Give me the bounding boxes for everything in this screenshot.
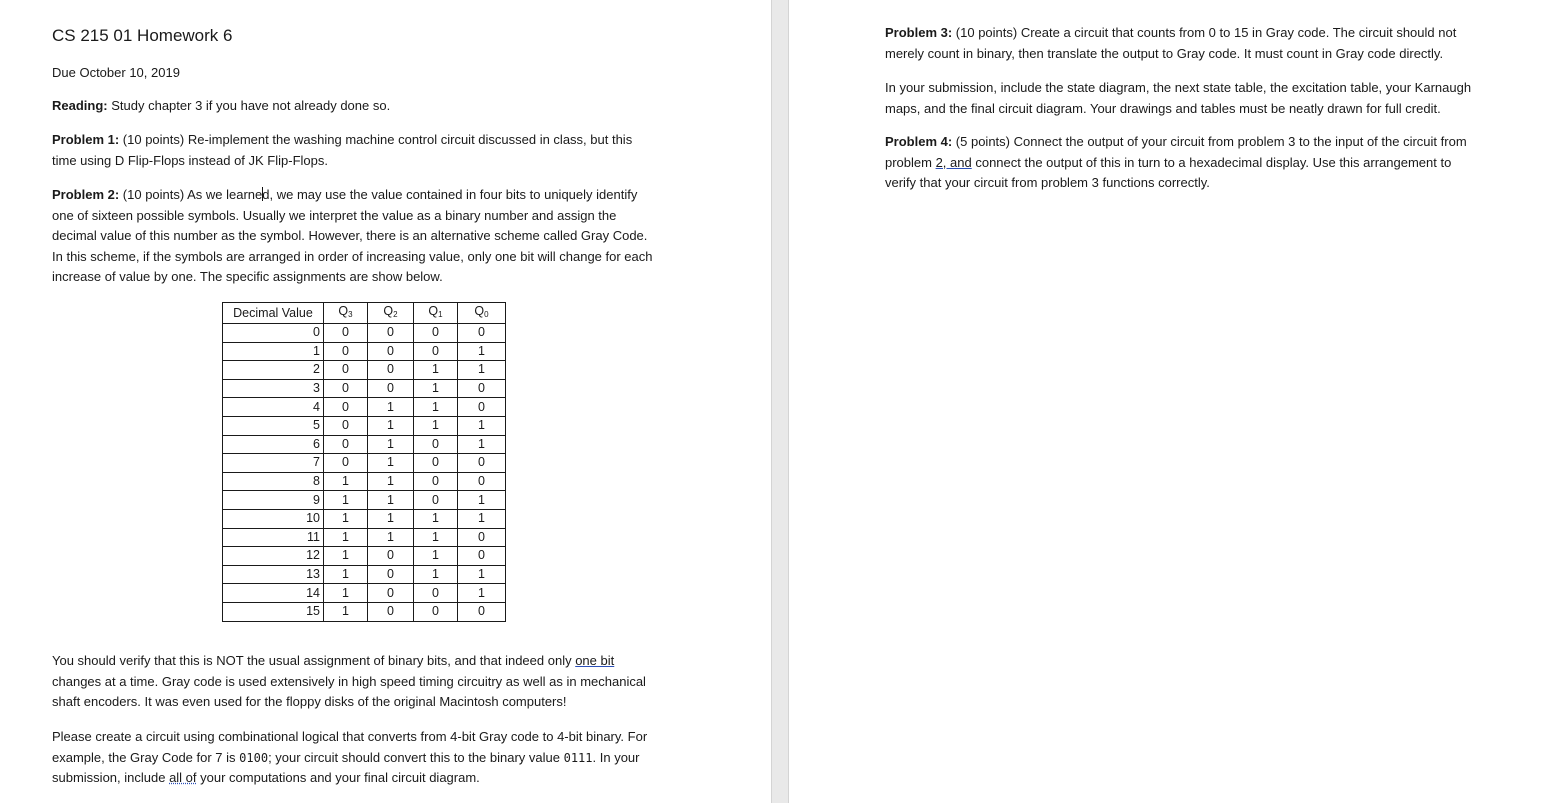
verify-paragraph (52, 651, 646, 713)
bit-cell-q2: 1 (368, 491, 414, 510)
problem1-label: Problem 1: (52, 132, 120, 147)
bit-cell-q1: 1 (414, 398, 458, 417)
problem1-line: (10 points) Re-implement the washing machine control circuit discussed in class, but this (119, 132, 633, 147)
problem2-line: In this scheme, if the symbols are arranged in order of increasing value, only one bit will change for each (52, 248, 653, 264)
bit-cell-q1: 0 (414, 435, 458, 454)
problem4-paragraph (885, 132, 1467, 194)
decimal-cell: 13 (223, 565, 324, 584)
table-row (223, 491, 506, 510)
decimal-cell: 3 (223, 379, 324, 398)
table-row (223, 547, 506, 566)
bit-cell-q1: 0 (414, 491, 458, 510)
bit-cell-q0: 0 (458, 602, 506, 621)
decimal-cell: 9 (223, 491, 324, 510)
all-of-underlined: all of (169, 770, 197, 785)
create-line: ; your circuit should convert this to the binary value (268, 749, 564, 765)
page-gutter (771, 0, 789, 803)
bit-cell-q3: 0 (324, 379, 368, 398)
bit-cell-q2: 0 (368, 547, 414, 566)
create-circuit-paragraph (52, 727, 647, 789)
bit-cell-q0: 0 (458, 528, 506, 547)
bit-cell-q0: 1 (458, 565, 506, 584)
problem2-label: Problem 2: (52, 187, 120, 202)
two-and-underlined: 2, and (935, 154, 972, 170)
bit-cell-q1: 0 (414, 342, 458, 361)
bit-cell-q0: 0 (458, 324, 506, 343)
bit-cell-q3: 0 (324, 416, 368, 435)
bit-cell-q1: 1 (414, 361, 458, 380)
bit-cell-q3: 1 (324, 509, 368, 528)
table-row (223, 416, 506, 435)
bit-cell-q2: 1 (368, 435, 414, 454)
bit-cell-q2: 0 (368, 602, 414, 621)
table-row (223, 584, 506, 603)
problem4-line: problem (885, 154, 936, 170)
bit-cell-q2: 0 (368, 361, 414, 380)
table-row (223, 435, 506, 454)
bit-cell-q3: 1 (324, 565, 368, 584)
bit-cell-q0: 1 (458, 416, 506, 435)
table-row (223, 528, 506, 547)
table-header-row (223, 303, 506, 324)
bit-cell-q2: 1 (368, 454, 414, 473)
table-row (223, 342, 506, 361)
table-body (223, 324, 506, 622)
bit-cell-q3: 1 (324, 584, 368, 603)
bit-cell-q1: 0 (414, 472, 458, 491)
decimal-cell: 11 (223, 528, 324, 547)
header-decimal-value: Decimal Value (223, 303, 324, 324)
table-row (223, 472, 506, 491)
decimal-cell: 4 (223, 398, 324, 417)
bit-cell-q2: 1 (368, 472, 414, 491)
bit-cell-q0: 1 (458, 491, 506, 510)
bit-cell-q1: 0 (414, 454, 458, 473)
problem1-paragraph (52, 130, 632, 171)
bit-cell-q2: 0 (368, 565, 414, 584)
bit-cell-q0: 0 (458, 398, 506, 417)
header-q2: $Q_2$ (368, 303, 414, 324)
decimal-cell: 12 (223, 547, 324, 566)
bit-cell-q2: 0 (368, 379, 414, 398)
submission-line: maps, and the final circuit diagram. Your drawings and tables must be neatly drawn for full credit. (885, 100, 1441, 116)
bit-cell-q3: 0 (324, 324, 368, 343)
bit-cell-q3: 0 (324, 398, 368, 417)
table-row (223, 398, 506, 417)
gray-code-value: 0100 (239, 750, 269, 765)
bit-cell-q2: 0 (368, 342, 414, 361)
due-date: Due October 10, 2019 (52, 65, 180, 80)
problem2-line: one of sixteen possible symbols. Usually we interpret the value as a binary number and assign the (52, 207, 617, 223)
bit-cell-q2: 1 (368, 509, 414, 528)
submission-paragraph (885, 78, 1471, 119)
bit-cell-q3: 1 (324, 547, 368, 566)
reading-label: Reading: (52, 98, 108, 113)
bit-cell-q3: 0 (324, 435, 368, 454)
create-line: your computations and your final circuit diagram. (196, 770, 480, 785)
bit-cell-q1: 1 (414, 565, 458, 584)
bit-cell-q0: 0 (458, 472, 506, 491)
submission-line: In your submission, include the state diagram, the next state table, the excitation table, your Karnaugh (885, 80, 1472, 95)
bit-cell-q0: 0 (458, 454, 506, 473)
bit-cell-q1: 1 (414, 528, 458, 547)
header-q3: $Q_3$ (324, 303, 368, 324)
verify-line: changes at a time. Gray code is used extensively in high speed timing circuitry as well as in mechanical (52, 673, 646, 689)
decimal-cell: 14 (223, 584, 324, 603)
table-row (223, 324, 506, 343)
decimal-cell: 7 (223, 454, 324, 473)
problem2-paragraph (52, 185, 653, 288)
table-row (223, 454, 506, 473)
document-page-right (789, 0, 1563, 803)
document-page-left (0, 0, 771, 803)
create-line: . In your (592, 749, 640, 765)
header-q1: $Q_1$ (414, 303, 458, 324)
bit-cell-q0: 0 (458, 547, 506, 566)
bit-cell-q2: 1 (368, 416, 414, 435)
page-title: CS 215 01 Homework 6 (52, 26, 233, 45)
decimal-cell: 8 (223, 472, 324, 491)
reading-paragraph (52, 96, 390, 117)
gray-code-table (222, 302, 506, 622)
reading-text: Study chapter 3 if you have not already done so. (107, 98, 391, 113)
table-row (223, 565, 506, 584)
create-line: submission, include (52, 770, 170, 785)
bit-cell-q0: 0 (458, 379, 506, 398)
table-row (223, 602, 506, 621)
header-q0: $Q_0$ (458, 303, 506, 324)
problem3-label: Problem 3: (885, 25, 953, 40)
problem4-line: verify that your circuit from problem 3 functions correctly. (885, 175, 1210, 190)
bit-cell-q3: 1 (324, 602, 368, 621)
bit-cell-q3: 0 (324, 342, 368, 361)
problem3-line: merely count in binary, then translate the output to Gray code. It must count in Gray code directly. (885, 45, 1444, 61)
one-bit-underlined: one bit (575, 653, 615, 668)
bit-cell-q1: 0 (414, 584, 458, 603)
problem1-line: time using D Flip-Flops instead of JK Flip-Flops. (52, 152, 328, 168)
bit-cell-q1: 1 (414, 509, 458, 528)
problem3-paragraph (885, 23, 1456, 64)
decimal-cell: 15 (223, 602, 324, 621)
bit-cell-q1: 1 (414, 416, 458, 435)
bit-cell-q2: 0 (368, 584, 414, 603)
problem4-line: (5 points) Connect the output of your circuit from problem 3 to the input of the circuit from (952, 134, 1467, 149)
bit-cell-q2: 0 (368, 324, 414, 343)
bit-cell-q0: 1 (458, 361, 506, 380)
decimal-cell: 6 (223, 435, 324, 454)
bit-cell-q1: 0 (414, 602, 458, 621)
bit-cell-q1: 1 (414, 379, 458, 398)
decimal-cell: 1 (223, 342, 324, 361)
problem2-line: (10 points) As we learne (119, 187, 263, 202)
table-row (223, 509, 506, 528)
verify-line: You should verify that this is NOT the usual assignment of binary bits, and that indeed only (52, 653, 576, 668)
bit-cell-q0: 1 (458, 342, 506, 361)
bit-cell-q3: 0 (324, 361, 368, 380)
problem4-line: connect the output of this in turn to a hexadecimal display. Use this arrangement to (971, 154, 1452, 170)
verify-line: shaft encoders. It was even used for the floppy disks of the original Macintosh computers! (52, 694, 567, 709)
bit-cell-q3: 1 (324, 528, 368, 547)
bit-cell-q2: 1 (368, 528, 414, 547)
binary-value: 0111 (563, 750, 593, 765)
decimal-cell: 10 (223, 509, 324, 528)
problem2-line: d, we may use the value contained in four bits to uniquely identify (262, 187, 638, 202)
problem4-label: Problem 4: (885, 134, 953, 149)
decimal-cell: 5 (223, 416, 324, 435)
bit-cell-q3: 1 (324, 491, 368, 510)
problem2-line: increase of value by one. The specific assignments are show below. (52, 269, 443, 284)
problem3-line: (10 points) Create a circuit that counts from 0 to 15 in Gray code. The circuit should not (952, 25, 1457, 40)
bit-cell-q0: 1 (458, 584, 506, 603)
bit-cell-q3: 0 (324, 454, 368, 473)
bit-cell-q0: 1 (458, 509, 506, 528)
decimal-cell: 2 (223, 361, 324, 380)
problem2-line: decimal value of this number as the symbol. However, there is an alternative scheme called Gray Code. (52, 228, 648, 243)
table-row (223, 361, 506, 380)
bit-cell-q2: 1 (368, 398, 414, 417)
bit-cell-q3: 1 (324, 472, 368, 491)
bit-cell-q1: 1 (414, 547, 458, 566)
create-line: Please create a circuit using combinational logical that converts from 4-bit Gray code to 4-bit binary. For (52, 729, 648, 744)
table-row (223, 379, 506, 398)
bit-cell-q1: 0 (414, 324, 458, 343)
create-line: example, the Gray Code for 7 is (52, 749, 240, 765)
decimal-cell: 0 (223, 324, 324, 343)
bit-cell-q0: 1 (458, 435, 506, 454)
